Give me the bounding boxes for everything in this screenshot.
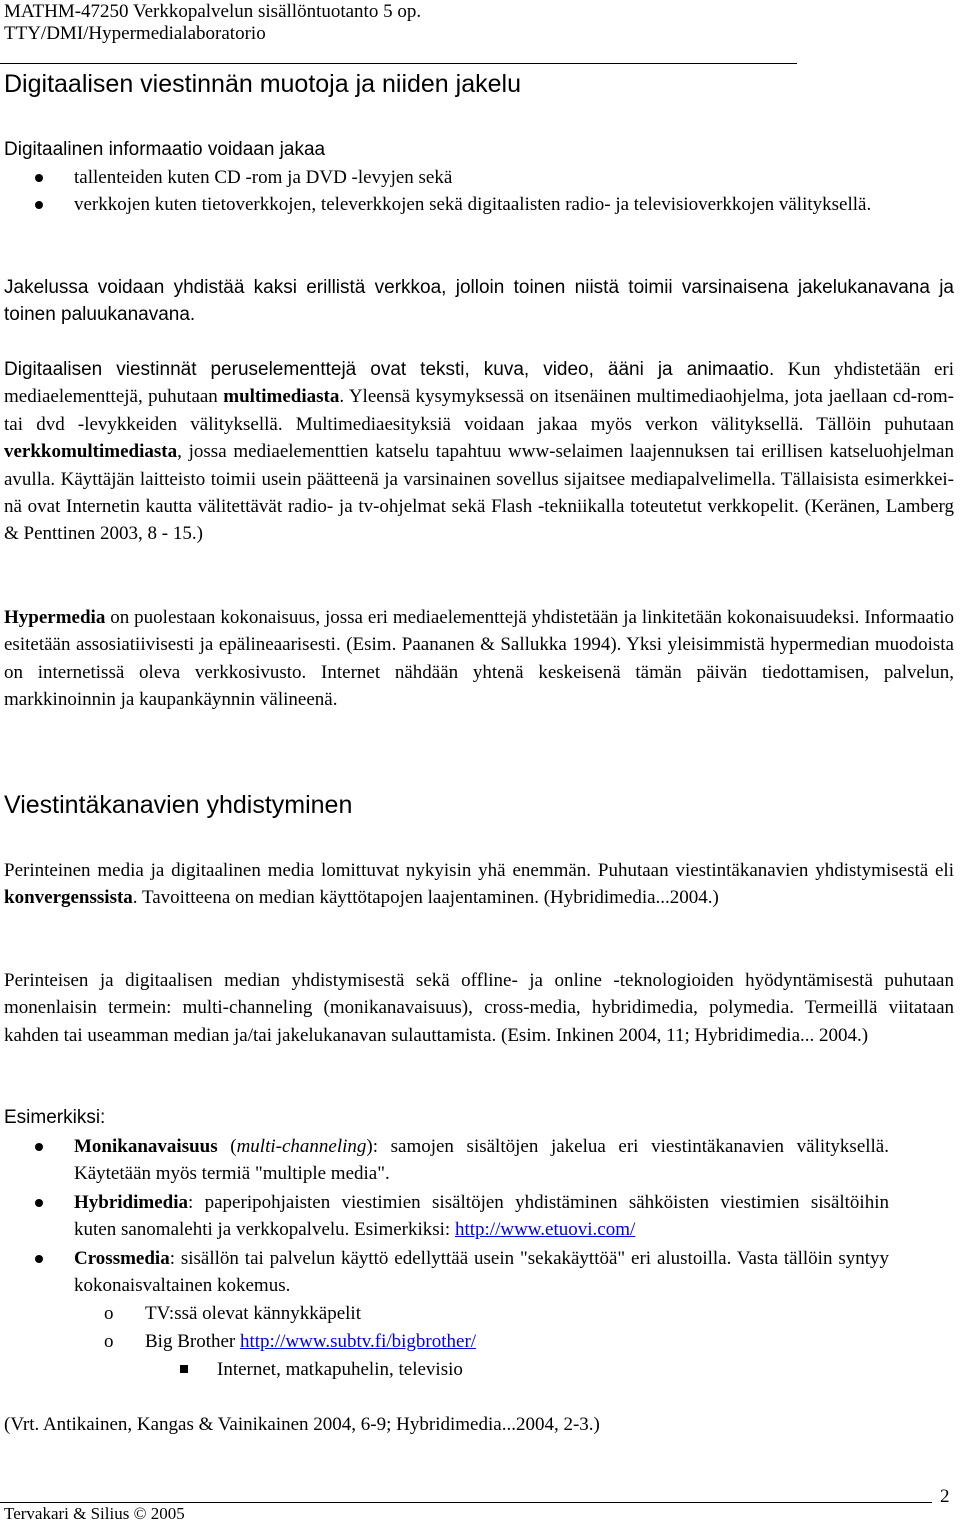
bullet-icon	[35, 1143, 43, 1151]
bullet-item: verkkojen kuten tietoverkkojen, televerkkojen sekä digitaalisten radio- ja televisioverkkojen välityksellä.	[4, 191, 954, 218]
sub-item-big-brother: Big Brother http://www.subtv.fi/bigbrother/	[145, 1331, 477, 1352]
bullet-icon	[35, 1199, 43, 1207]
paragraph-terms: Perinteisen ja digitaalisen median yhdistymisestä sekä offline- ja online -teknologioiden hyödyntämisestä puhutaan monenlaisin termein: multi-channeling (monikanavaisuus), cross-media, hybridimedia, polymedia. Termeillä viitataan kahden tai useamman median ja/tai jakelukanavan sulauttamista. (Esim. Inkinen 2004, 11; Hybridimedia... 2004.)	[4, 970, 954, 1046]
footer-rule	[0, 1502, 932, 1503]
header-unit: TTY/DMI/Hypermedialaboratorio	[4, 23, 266, 44]
subsub-item-devices: Internet, matkapuhelin, televisio	[180, 1356, 463, 1384]
footer-authors: Tervakari & Silius © 2005	[4, 1504, 185, 1523]
link-subtv-bigbrother[interactable]: http://www.subtv.fi/bigbrother/	[240, 1331, 477, 1352]
paragraph-multimedia: Digitaalisen viestinnät peruselementtejä ovat teksti, kuva, video, ääni ja animaatio. Kun yhdistetään eri mediaelementtejä, puhutaan multimediasta. Yleensä kysymyksessä on itsenäinen multimediaohjelma, jota jaellaan cd-rom- tai dvd -levykkeiden välityksellä. Multimediaesityksiä voidaan jakaa myös verkon välityksellä. Tällöin puhutaan verkkomultimediasta, jossa mediaelementtien katselu tapahtuu www-selaimen laajennuksen tai erillisen katseluohjelman avulla. Käyttäjän laitteisto toimii usein päätteenä ja varsinainen sovellus sijaitsee mediapalvelimella. Tällaisista esimerkkeinä ovat Internetin kautta välitettävät radio- ja tv-ohjelmat sekä Flash -tekniikalla toteutetut verkkopelit. (Keränen, Lamberg & Penttinen 2003, 8 - 15.)	[4, 359, 955, 545]
paragraph-convergence: Perinteinen media ja digitaalinen media lomittuvat nykyisin yhä enemmän. Puhutaan viestintäkanavien yhdistymisestä eli konvergenssista. Tavoitteena on median käyttötapojen laajentaminen. (Hybridimedia...2004.)	[4, 860, 954, 909]
citation: (Vrt. Antikainen, Kangas & Vainikainen 2004, 6-9; Hybridimedia...2004, 2-3.)	[4, 1414, 600, 1435]
header-rule	[0, 63, 797, 64]
example-bullets	[4, 1133, 889, 1299]
sub-item-marker: o	[104, 1303, 114, 1324]
example-monikanavaisuus: Monikanavaisuus (multi-channeling): samojen sisältöjen jakelua eri viestintäkanavien välityksellä. Käytetään myös termiä "multiple media".	[4, 1133, 889, 1188]
example-crossmedia: Crossmedia: sisällön tai palvelun käyttö edellyttää usein "sekakäyttöä" eri alustoilla. Vasta tällöin syntyy kokonaisvaltainen kokemus.	[4, 1245, 889, 1300]
bullet-icon	[35, 201, 43, 209]
header-course: MATHM-47250 Verkkopalvelun sisällöntuotanto 5 op.	[4, 1, 422, 22]
term-verkkomultimediasta: verkkomultimediasta	[4, 441, 178, 463]
example-hybridimedia: Hybridimedia: paperipohjaisten viestimien sisältöjen yhdistäminen sähköisten viestimien sisältöihin kuten sanomalehti ja verkkopalvelu. Esimerkiksi: http://www.etuovi.com/	[4, 1189, 889, 1244]
paragraph-distribution: Jakelussa voidaan yhdistää kaksi erillistä verkkoa, jolloin toinen niistä toimii varsinaisena jakelukanavana ja toinen paluukanavana.	[4, 277, 954, 326]
section-title-digital-communication: Digitaalisen viestinnän muotoja ja niiden jakelu	[4, 70, 521, 98]
bullet-item: tallenteiden kuten CD -rom ja DVD -levyjen sekä	[4, 164, 954, 191]
distribution-bullets	[4, 164, 954, 219]
examples-label: Esimerkiksi:	[4, 1107, 106, 1128]
intro-text: Digitaalinen informaatio voidaan jakaa	[4, 139, 326, 160]
page-number: 2	[940, 1486, 950, 1507]
term-hypermedia: Hypermedia	[4, 607, 106, 628]
term-konvergenssista: konvergenssista	[4, 887, 133, 909]
link-etuovi[interactable]: http://www.etuovi.com/	[454, 1219, 636, 1241]
bullet-icon	[35, 174, 43, 182]
sub-item-mobile-games: TV:ssä olevat kännykkäpelit	[145, 1303, 361, 1324]
section-title-channel-convergence: Viestintäkanavien yhdistyminen	[4, 791, 353, 819]
term-multimediasta: multimediasta	[223, 386, 340, 408]
sub-item-marker: o	[104, 1331, 114, 1352]
paragraph-hypermedia: Hypermedia on puolestaan kokonaisuus, jossa eri mediaelementtejä yhdistetään ja linkitetään kokonaisuudeksi. Informaatio esitetään assosiatiivisesti ja epälineaarisesti. (Esim. Paananen & Sallukka 1994). Yksi yleisimmistä hypermedian muodoista on internetissä oleva verkkosivusto. Internet nähdään yhtenä keskeisenä tämän päivän tiedottamisen, palvelun, markkinoinnin ja kaupankäynnin välineenä.	[4, 607, 955, 711]
bullet-icon	[35, 1255, 43, 1263]
square-bullet-icon	[180, 1365, 188, 1373]
